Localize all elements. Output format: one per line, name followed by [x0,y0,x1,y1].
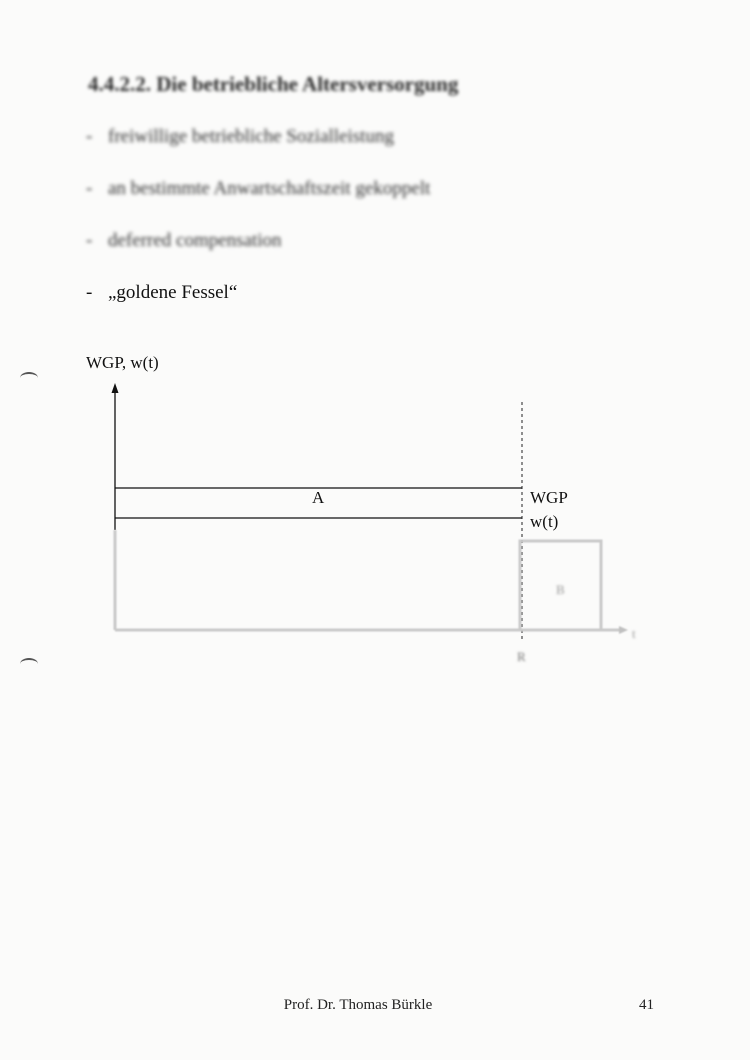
x-axis-label: t [632,626,636,641]
bullet-text: an bestimmte Anwartschaftszeit gekoppelt [108,178,431,199]
y-axis-arrow-icon [112,383,119,393]
bullet-text: „goldene Fessel“ [108,282,238,303]
faint-lower-region [115,530,628,634]
bullet-dash: - [86,230,93,251]
wage-label: w(t) [530,512,559,531]
bullet-dash: - [86,282,93,303]
region-b-label: B [556,582,565,597]
bullet-text: freiwillige betriebliche Sozialleistung [108,126,394,147]
page-number: 41 [639,997,654,1013]
x-axis-arrow-icon [619,626,628,634]
region-a-label: A [312,488,325,507]
footer-author: Prof. Dr. Thomas Bürkle [283,997,433,1013]
bullet-dash: - [86,126,93,147]
wgp-label: WGP [530,488,568,507]
bullet-dash: - [86,178,93,199]
bullet-text: deferred compensation [108,230,282,251]
y-axis-label: WGP, w(t) [86,353,159,372]
section-heading: 4.4.2.2. Die betriebliche Altersversorgung [88,72,459,96]
retirement-label: R [517,649,526,664]
